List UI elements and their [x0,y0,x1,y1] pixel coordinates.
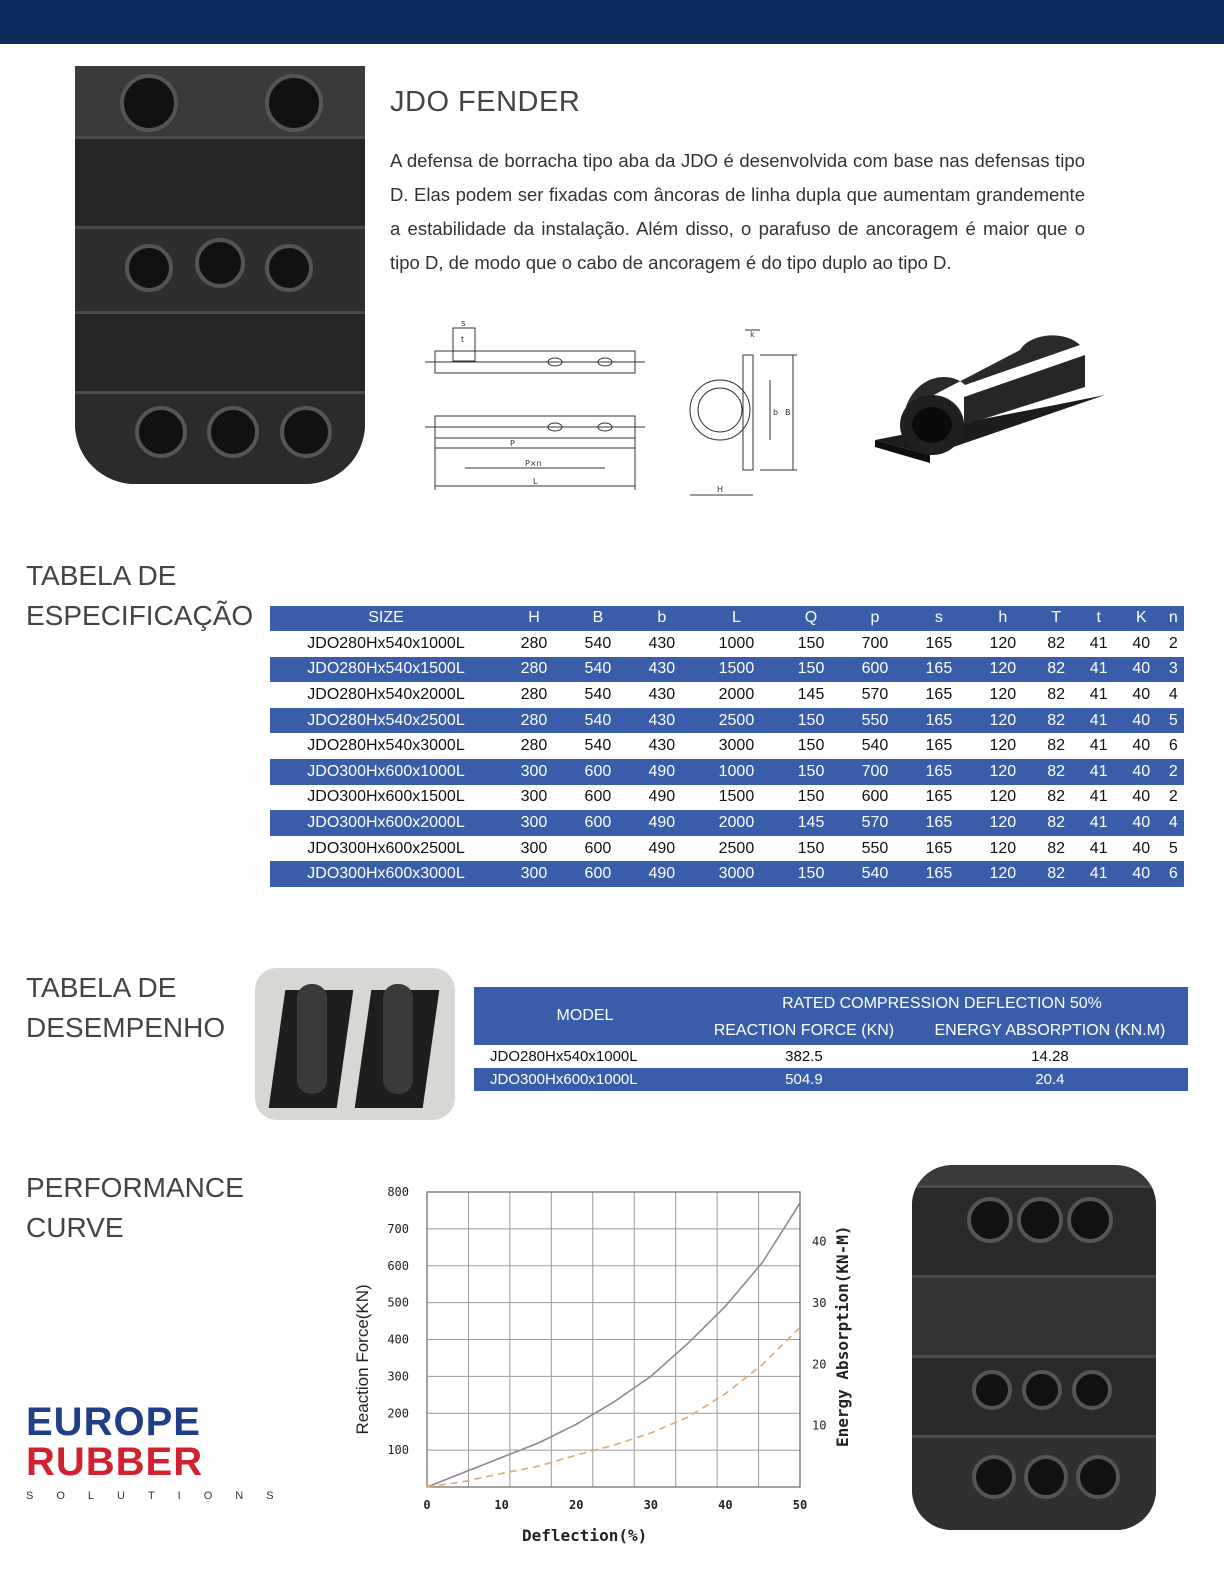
drawing-label-k: k [750,330,755,339]
drawing-label-t: t [461,335,465,344]
perf-model-header: MODEL [474,987,696,1045]
spec-cell: 540 [566,708,630,734]
spec-cell: 150 [797,839,825,857]
spec-cell: 82 [1035,861,1078,887]
specification-table [270,606,1184,887]
spec-cell: 40 [1120,657,1163,683]
spec-cell: 40 [1120,861,1163,887]
perf-reaction-header: REACTION FORCE (KN) [696,1016,912,1045]
spec-cell: 165 [925,685,953,703]
y-tick-label: 100 [387,1443,409,1458]
spec-cell: 120 [971,759,1035,785]
y-tick-label: 300 [387,1369,409,1384]
spec-table-row [270,759,1184,785]
spec-cell: 3000 [718,737,755,755]
spec-cell: 165 [907,657,971,683]
spec-cell: 550 [861,839,889,857]
spec-cell: 40 [1132,737,1151,755]
spec-cell: 550 [843,708,907,734]
y-tick-label: 700 [387,1221,409,1236]
curve-section-title: PERFORMANCE CURVE [26,1172,244,1243]
perf-cell: 504.9 [696,1068,912,1091]
spec-cell: 41 [1089,788,1108,806]
spec-cell: 280 [520,737,548,755]
spec-table-row [270,861,1184,887]
spec-cell: JDO300Hx600x2500L [307,839,465,857]
spec-cell: 82 [1047,685,1065,703]
spec-cell: 41 [1077,861,1120,887]
spec-table-row [270,657,1184,683]
spec-cell: 41 [1077,810,1120,836]
spec-cell: 120 [989,788,1017,806]
spec-cell: JDO300Hx600x2000L [270,810,502,836]
logo-line-rubber: RUBBER [26,1440,204,1484]
spec-cell: 600 [566,810,630,836]
spec-cell: 120 [989,685,1017,703]
top-banner [0,0,1224,44]
spec-cell: 165 [925,635,953,653]
y-tick-label: 600 [387,1258,409,1273]
x-tick-label: 10 [494,1498,509,1512]
drawing-label-b: b [773,408,779,417]
spec-cell: 600 [584,788,612,806]
spec-cell: 41 [1077,657,1120,683]
spec-cell: 600 [566,861,630,887]
drawing-label-pn: P×n [525,459,542,468]
y-tick-label: 500 [387,1295,409,1310]
spec-cell: 41 [1089,839,1108,857]
spec-cell: 165 [925,737,953,755]
energy-absorption-curve [427,1327,800,1487]
spec-table-row [270,708,1184,734]
spec-cell: 2500 [694,708,779,734]
spec-cell: 540 [861,737,889,755]
spec-cell: 150 [779,861,843,887]
spec-cell: 1000 [718,635,755,653]
spec-cell: 165 [907,861,971,887]
y2-tick-label: 40 [812,1234,827,1249]
spec-cell: 700 [843,759,907,785]
spec-cell: JDO300Hx600x1000L [270,759,502,785]
spec-cell: 165 [925,839,953,857]
spec-header-cell: p [843,606,907,631]
performance-table [474,987,1188,1091]
y-tick-label: 200 [387,1406,409,1421]
spec-cell: 490 [630,810,694,836]
spec-cell: 120 [989,839,1017,857]
spec-cell: JDO280Hx540x1500L [270,657,502,683]
spec-cell: 490 [648,788,676,806]
spec-cell: 82 [1035,708,1078,734]
logo-line-europe: EUROPE [26,1400,201,1444]
spec-cell: 700 [861,635,889,653]
spec-cell: 540 [843,861,907,887]
spec-cell: 280 [520,685,548,703]
drawing-label-s: s [461,319,466,329]
spec-cell: 430 [630,708,694,734]
spec-cell: 2 [1168,788,1178,806]
spec-cell: 600 [843,657,907,683]
spec-cell: JDO280Hx540x3000L [307,737,465,755]
spec-cell: 82 [1047,635,1065,653]
spec-cell: JDO280Hx540x2000L [307,685,465,703]
spec-cell: 82 [1035,810,1078,836]
fender-render [870,325,1110,475]
drawing-label-p: P [510,439,515,448]
y2-tick-label: 30 [812,1295,827,1310]
spec-cell: 2000 [718,685,755,703]
spec-cell: 430 [648,635,676,653]
x-axis-label: Deflection(%) [522,1526,648,1545]
spec-table-row [270,733,1184,759]
fender-stack-photo [912,1165,1156,1530]
spec-cell: 490 [648,839,676,857]
product-description: A defensa de borracha tipo aba da JDO é desenvolvida com base nas defensas tipo D. Elas podem ser fixadas com âncoras de linha dupla que aumentam grandemente a estabilidade da instalação. Além disso, o parafuso de ancoragem é maior que o tipo D, de modo que o cabo de ancoragem é do tipo duplo ao tipo D. [390,150,1085,273]
spec-cell: 120 [971,861,1035,887]
spec-cell: 150 [797,737,825,755]
spec-header-cell: H [502,606,566,631]
spec-cell: 41 [1089,737,1108,755]
spec-cell: 150 [779,657,843,683]
spec-cell: 120 [971,657,1035,683]
spec-cell: 300 [502,861,566,887]
perf-cell: 14.28 [1031,1048,1069,1065]
spec-header-cell: n [1163,606,1184,631]
perf-table-row [474,1045,1188,1068]
y2-axis-label: Energy Absorption(KN-M) [833,1225,852,1447]
spec-cell: 82 [1035,657,1078,683]
spec-cell: JDO280Hx540x1000L [307,635,465,653]
x-tick-label: 30 [643,1498,659,1512]
spec-table-row [270,631,1184,657]
spec-cell: 120 [971,708,1035,734]
spec-cell: 82 [1047,737,1065,755]
top-view-drawing [425,318,645,498]
spec-cell: 41 [1089,685,1108,703]
spec-cell: 2000 [694,810,779,836]
product-photo [75,66,365,484]
spec-cell: 300 [502,759,566,785]
spec-cell: 300 [502,810,566,836]
spec-header-cell: b [630,606,694,631]
drawing-label-l: L [533,477,538,486]
spec-table-row [270,810,1184,836]
spec-cell: 165 [907,759,971,785]
spec-cell: 570 [843,810,907,836]
spec-cell: 145 [797,685,825,703]
spec-cell: JDO280Hx540x2500L [270,708,502,734]
spec-cell: 150 [797,635,825,653]
spec-header-cell: L [694,606,779,631]
performance-curve-chart [340,1178,870,1558]
drawing-label-h: H [717,485,724,494]
spec-cell: 5 [1163,708,1184,734]
spec-cell: 600 [566,759,630,785]
fender-pair-photo [255,968,455,1120]
spec-cell: 570 [861,685,889,703]
spec-cell: 280 [502,657,566,683]
spec-cell: 40 [1132,788,1151,806]
spec-cell: 1500 [718,788,755,806]
spec-cell: 82 [1047,788,1065,806]
spec-header-cell: t [1077,606,1120,631]
spec-cell: 120 [989,635,1017,653]
side-view-drawing [685,325,805,500]
perf-section-title: TABELA DE DESEMPENHO [26,972,226,1043]
x-tick-label: 40 [718,1498,733,1512]
spec-cell: 40 [1120,759,1163,785]
spec-cell: 490 [630,759,694,785]
spec-cell: 540 [584,737,612,755]
spec-cell: 165 [907,708,971,734]
spec-cell: 600 [861,788,889,806]
spec-cell: 3000 [694,861,779,887]
spec-cell: 41 [1077,708,1120,734]
spec-cell: 300 [520,839,548,857]
spec-cell: 430 [648,737,676,755]
spec-table-row [270,785,1184,811]
spec-header-cell: s [907,606,971,631]
spec-cell: 40 [1120,708,1163,734]
x-tick-label: 0 [423,1498,431,1512]
perf-group-header: RATED COMPRESSION DEFLECTION 50% [696,987,1188,1016]
reaction-force-curve [427,1203,800,1487]
spec-cell: 4 [1163,810,1184,836]
spec-header-cell: Q [779,606,843,631]
spec-cell: 4 [1168,685,1178,703]
perf-table-row [474,1068,1188,1091]
y2-tick-label: 20 [812,1357,827,1372]
spec-cell: 41 [1089,635,1108,653]
spec-cell: 120 [989,737,1017,755]
y2-tick-label: 10 [812,1418,827,1433]
spec-cell: 165 [907,810,971,836]
spec-cell: 40 [1132,635,1151,653]
spec-cell: 540 [584,685,612,703]
spec-header-cell: h [971,606,1035,631]
spec-header-cell: SIZE [270,606,502,631]
perf-energy-header: ENERGY ABSORPTION (KN.M) [912,1016,1188,1045]
spec-cell: 2 [1168,635,1178,653]
perf-cell: JDO300Hx600x1000L [474,1068,696,1091]
spec-cell: 145 [779,810,843,836]
spec-cell: JDO300Hx600x1500L [307,788,465,806]
spec-section-title: TABELA DE ESPECIFICAÇÃO [26,560,254,631]
y-tick-label: 400 [387,1332,409,1347]
spec-cell: 40 [1132,839,1151,857]
x-tick-label: 50 [792,1498,808,1512]
spec-cell: 40 [1120,810,1163,836]
spec-cell: 120 [971,810,1035,836]
spec-cell: 150 [797,788,825,806]
x-tick-label: 20 [568,1498,584,1512]
spec-cell: 1500 [694,657,779,683]
spec-cell: 600 [584,839,612,857]
spec-cell: 490 [630,861,694,887]
spec-cell: 280 [502,708,566,734]
spec-cell: 540 [566,657,630,683]
spec-cell: 540 [584,635,612,653]
spec-cell: JDO300Hx600x3000L [270,861,502,887]
spec-cell: 300 [520,788,548,806]
spec-cell: 3 [1163,657,1184,683]
spec-cell: 82 [1035,759,1078,785]
perf-cell: 20.4 [912,1068,1188,1091]
y-tick-label: 800 [387,1185,409,1199]
spec-cell: 150 [779,759,843,785]
spec-header-cell: K [1120,606,1163,631]
y-axis-label: Reaction Force(KN) [353,1284,372,1435]
spec-cell: 1000 [694,759,779,785]
drawing-label-bb: B [785,408,791,417]
spec-cell: 430 [630,657,694,683]
spec-cell: 6 [1163,861,1184,887]
spec-table-row [270,682,1184,708]
spec-cell: 82 [1047,839,1065,857]
page-title: JDO FENDER [390,86,581,118]
spec-cell: 6 [1168,737,1178,755]
spec-cell: 165 [925,788,953,806]
spec-table-row [270,836,1184,862]
logo-line-solutions: SOLUTIONS [26,1490,297,1502]
spec-header-cell: T [1035,606,1078,631]
perf-cell: JDO280Hx540x1000L [490,1048,638,1065]
spec-cell: 5 [1168,839,1178,857]
perf-cell: 382.5 [785,1048,823,1065]
company-logo [26,1400,297,1502]
spec-cell: 150 [779,708,843,734]
spec-cell: 280 [520,635,548,653]
spec-cell: 430 [648,685,676,703]
spec-cell: 40 [1132,685,1151,703]
spec-cell: 2500 [718,839,755,857]
spec-cell: 41 [1077,759,1120,785]
spec-cell: 2 [1163,759,1184,785]
spec-header-cell: B [566,606,630,631]
